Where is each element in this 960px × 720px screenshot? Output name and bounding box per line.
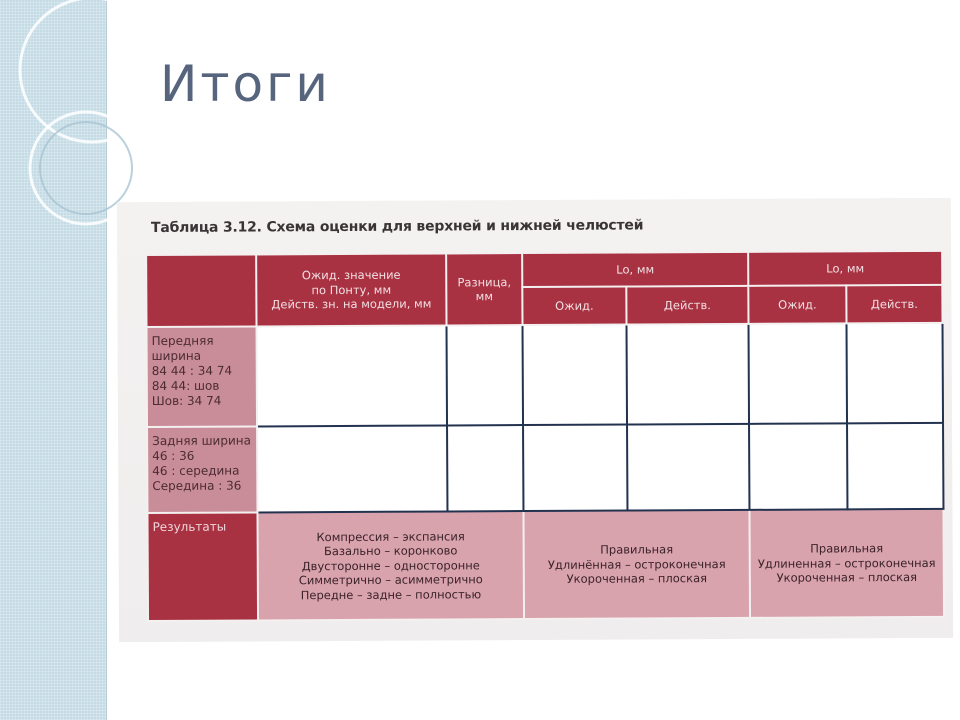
subheader-expected-2: Ожид. — [748, 285, 846, 324]
empty-cell — [847, 423, 943, 510]
table-caption: Таблица 3.12. Схема оценки для верхней и нижней челюстей — [150, 217, 644, 237]
empty-cell — [627, 424, 749, 511]
header-expected-line: по Понту, мм — [311, 282, 392, 297]
front-label-line: 84 44: шов — [151, 378, 220, 394]
decor-circle-large — [20, 0, 140, 142]
subheader-actual-2: Действ. — [846, 285, 942, 324]
results-line: Укороченная – плоская — [776, 570, 918, 585]
empty-cell — [257, 425, 447, 512]
header-expected-value — [256, 253, 446, 326]
results-line: Базально – коронково — [323, 543, 458, 559]
empty-cell — [257, 325, 448, 426]
results-line: Правильная — [810, 541, 884, 556]
front-label-line: 84 44 : 34 74 — [151, 363, 233, 379]
row-label-results: Результаты — [147, 512, 258, 621]
header-diff-line: мм — [475, 289, 494, 304]
results-line: Симметрично – асимметрично — [298, 572, 483, 588]
front-label-line: Передняя — [151, 333, 214, 349]
empty-cell — [523, 325, 628, 426]
results-cell-shape-upper — [523, 510, 750, 619]
results-line: Удлиненная – остроконечная — [757, 555, 936, 571]
back-label-line: 46 : 36 — [152, 448, 195, 464]
decor-circle-inner — [40, 122, 132, 214]
header-corner — [146, 254, 256, 327]
row-label-front-width — [147, 326, 258, 427]
header-difference — [446, 253, 522, 325]
results-line: Передне – задне – полностью — [300, 586, 482, 602]
results-line: Двусторонне – односторонне — [301, 558, 480, 574]
back-label-line: Середина : 36 — [152, 478, 242, 494]
results-cell-shape-lower — [749, 509, 944, 618]
empty-cell — [846, 323, 943, 424]
empty-cell — [523, 425, 627, 512]
empty-cell — [447, 325, 524, 425]
results-line: Правильная — [600, 542, 674, 558]
slide-title: Итоги — [160, 55, 331, 113]
empty-cell — [749, 423, 847, 510]
front-label-line: ширина — [151, 348, 202, 364]
table-photo — [117, 198, 953, 642]
empty-cell — [447, 425, 523, 511]
subheader-actual-1: Действ. — [626, 286, 748, 325]
header-expected-line: Ожид. значение — [301, 268, 401, 283]
results-cell-expansion — [257, 511, 524, 620]
results-line: Укороченная – плоская — [566, 571, 708, 587]
row-label-back-width — [147, 426, 257, 513]
empty-cell — [748, 323, 847, 424]
back-label-line: Задняя ширина — [152, 433, 251, 449]
front-label-line: Шов: 34 74 — [151, 393, 222, 409]
subheader-expected-1: Ожид. — [522, 287, 626, 326]
evaluation-table — [145, 250, 945, 622]
header-lo-group-2: Lo, мм — [748, 251, 942, 286]
results-line: Компрессия – экспансия — [316, 529, 465, 545]
results-line: Удлинённая – остроконечная — [547, 556, 726, 572]
header-diff-line: Разница, — [457, 274, 512, 290]
header-lo-group-1: Lo, мм — [522, 252, 748, 287]
back-label-line: 46 : середина — [152, 463, 240, 479]
header-expected-line: Действ. зн. на модели, мм — [271, 296, 432, 312]
empty-cell — [627, 324, 750, 425]
